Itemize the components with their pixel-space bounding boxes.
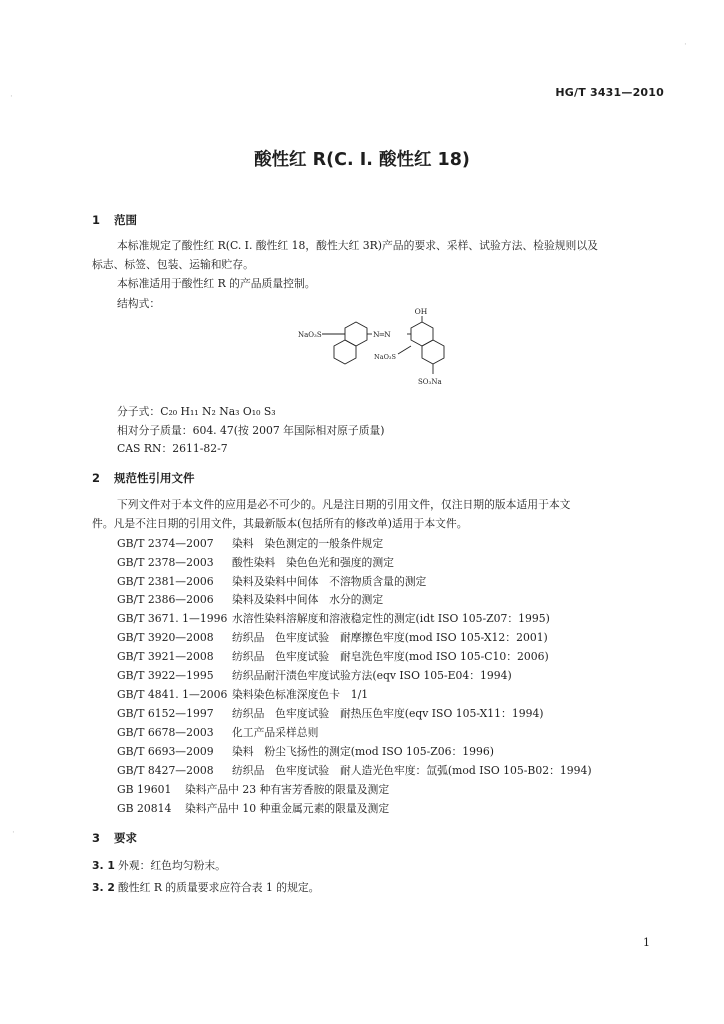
reference-title: 水溶性染料溶解度和溶液稳定性的测定(idt ISO 105-Z07：1995) <box>232 612 550 625</box>
reference-title: 纺织品 色牢度试验 耐热压色牢度(eqv ISO 105-X11：1994) <box>232 707 544 720</box>
standard-code: HG/T 3431—2010 <box>555 86 664 99</box>
reference-title: 染料产品中 23 种有害芳香胺的限量及测定 <box>185 783 390 796</box>
reference-code: GB/T 2374—2007 <box>117 537 214 550</box>
reference-code: GB/T 6693—2009 <box>117 745 214 758</box>
document-title: 酸性红 R(C. I. 酸性红 18) <box>254 150 470 170</box>
requirement-number: 3. 1 <box>92 859 115 872</box>
reference-code: GB/T 3922—1995 <box>117 669 214 682</box>
requirement-text: 外观：红色均匀粉末。 <box>118 859 226 872</box>
molecular-mass: 相对分子质量：604. 47(按 2007 年国际相对原子质量) <box>117 424 385 437</box>
bottom-sulfonate-group: SO₃Na <box>418 378 442 386</box>
scan-speck: · <box>684 40 687 50</box>
requirement-item <box>92 880 319 895</box>
reference-title: 纺织品 色牢度试验 耐人造光色牢度：氙弧(mod ISO 105-B02：1994) <box>232 764 592 777</box>
reference-item <box>117 630 548 645</box>
section-number: 2 <box>92 471 101 485</box>
reference-item <box>117 725 318 740</box>
reference-title: 纺织品 色牢度试验 耐摩擦色牢度(mod ISO 105-X12：2001) <box>232 631 548 644</box>
formula-value: C₂₀ H₁₁ N₂ Na₃ O₁₀ S₃ <box>160 405 276 418</box>
requirement-text: 酸性红 R 的质量要求应符合表 1 的规定。 <box>118 881 320 894</box>
reference-code: GB 19601 <box>117 783 172 796</box>
left-sulfonate-group: NaO₃S <box>298 331 322 339</box>
structure-label: 结构式： <box>117 297 161 310</box>
reference-code: GB/T 4841. 1—2006 <box>117 688 228 701</box>
middle-sulfonate-group: NaO₃S <box>374 353 396 361</box>
molecular-formula <box>117 404 276 419</box>
scope-applicability: 本标准适用于酸性红 R 的产品质量控制。 <box>117 277 316 290</box>
oh-group: OH <box>414 308 428 316</box>
reference-item <box>117 744 494 759</box>
reference-item <box>117 801 389 816</box>
reference-item <box>117 782 389 797</box>
reference-title: 化工产品采样总则 <box>232 726 319 739</box>
reference-item <box>117 536 383 551</box>
page-number: 1 <box>643 936 650 949</box>
reference-item <box>117 706 544 721</box>
scope-paragraph-line: 本标准规定了酸性红 R(C. I. 酸性红 18，酸性大红 3R)产品的要求、采样、试验方法、检验规则以及 <box>117 239 598 252</box>
references-intro-line: 下列文件对于本文件的应用是必不可少的。凡是注日期的引用文件，仅注日期的版本适用于本文 <box>117 498 571 511</box>
section-title: 要求 <box>114 831 137 845</box>
reference-code: GB/T 3671. 1—1996 <box>117 612 228 625</box>
reference-item <box>117 592 383 607</box>
reference-item <box>117 555 394 570</box>
reference-item <box>117 687 368 702</box>
section-number: 3 <box>92 831 101 845</box>
reference-item <box>117 649 549 664</box>
reference-title: 染料染色标准深度色卡 1/1 <box>232 688 369 701</box>
scope-paragraph-line: 标志、标签、包装、运输和贮存。 <box>92 258 254 271</box>
section-3-heading <box>92 830 137 846</box>
section-1-heading <box>92 212 137 228</box>
reference-title: 酸性染料 染色色光和强度的测定 <box>232 556 394 569</box>
section-number: 1 <box>92 213 101 227</box>
azo-bridge: N═N <box>373 330 391 339</box>
reference-code: GB/T 6678—2003 <box>117 726 214 739</box>
reference-code: GB/T 8427—2008 <box>117 764 214 777</box>
reference-code: GB/T 2386—2006 <box>117 593 214 606</box>
reference-item <box>117 763 592 778</box>
reference-code: GB/T 3921—2008 <box>117 650 214 663</box>
section-title: 范围 <box>114 213 137 227</box>
reference-title: 纺织品耐汗渍色牢度试验方法(eqv ISO 105-E04：1994) <box>232 669 512 682</box>
reference-item <box>117 611 550 626</box>
cas-number: CAS RN：2611-82-7 <box>117 442 228 455</box>
reference-title: 染料 染色测定的一般条件规定 <box>232 537 384 550</box>
reference-title: 染料产品中 10 种重金属元素的限量及测定 <box>185 802 390 815</box>
requirement-item <box>92 858 226 873</box>
reference-title: 染料 粉尘飞扬性的测定(mod ISO 105-Z06：1996) <box>232 745 494 758</box>
reference-code: GB/T 3920—2008 <box>117 631 214 644</box>
reference-code: GB/T 2378—2003 <box>117 556 214 569</box>
reference-item <box>117 574 426 589</box>
structural-formula <box>290 308 465 400</box>
section-title: 规范性引用文件 <box>114 471 195 485</box>
scan-speck: · <box>12 828 15 838</box>
reference-code: GB/T 2381—2006 <box>117 575 214 588</box>
reference-title: 染料及染料中间体 不溶物质含量的测定 <box>232 575 427 588</box>
reference-title: 染料及染料中间体 水分的测定 <box>232 593 384 606</box>
reference-code: GB 20814 <box>117 802 172 815</box>
formula-label: 分子式： <box>117 405 161 418</box>
references-intro-line: 件。凡是不注日期的引用文件，其最新版本(包括所有的修改单)适用于本文件。 <box>92 517 468 530</box>
reference-code: GB/T 6152—1997 <box>117 707 214 720</box>
reference-title: 纺织品 色牢度试验 耐皂洗色牢度(mod ISO 105-C10：2006) <box>232 650 549 663</box>
requirement-number: 3. 2 <box>92 881 115 894</box>
section-2-heading <box>92 470 195 486</box>
scan-speck: · <box>10 92 13 102</box>
reference-item <box>117 668 512 683</box>
